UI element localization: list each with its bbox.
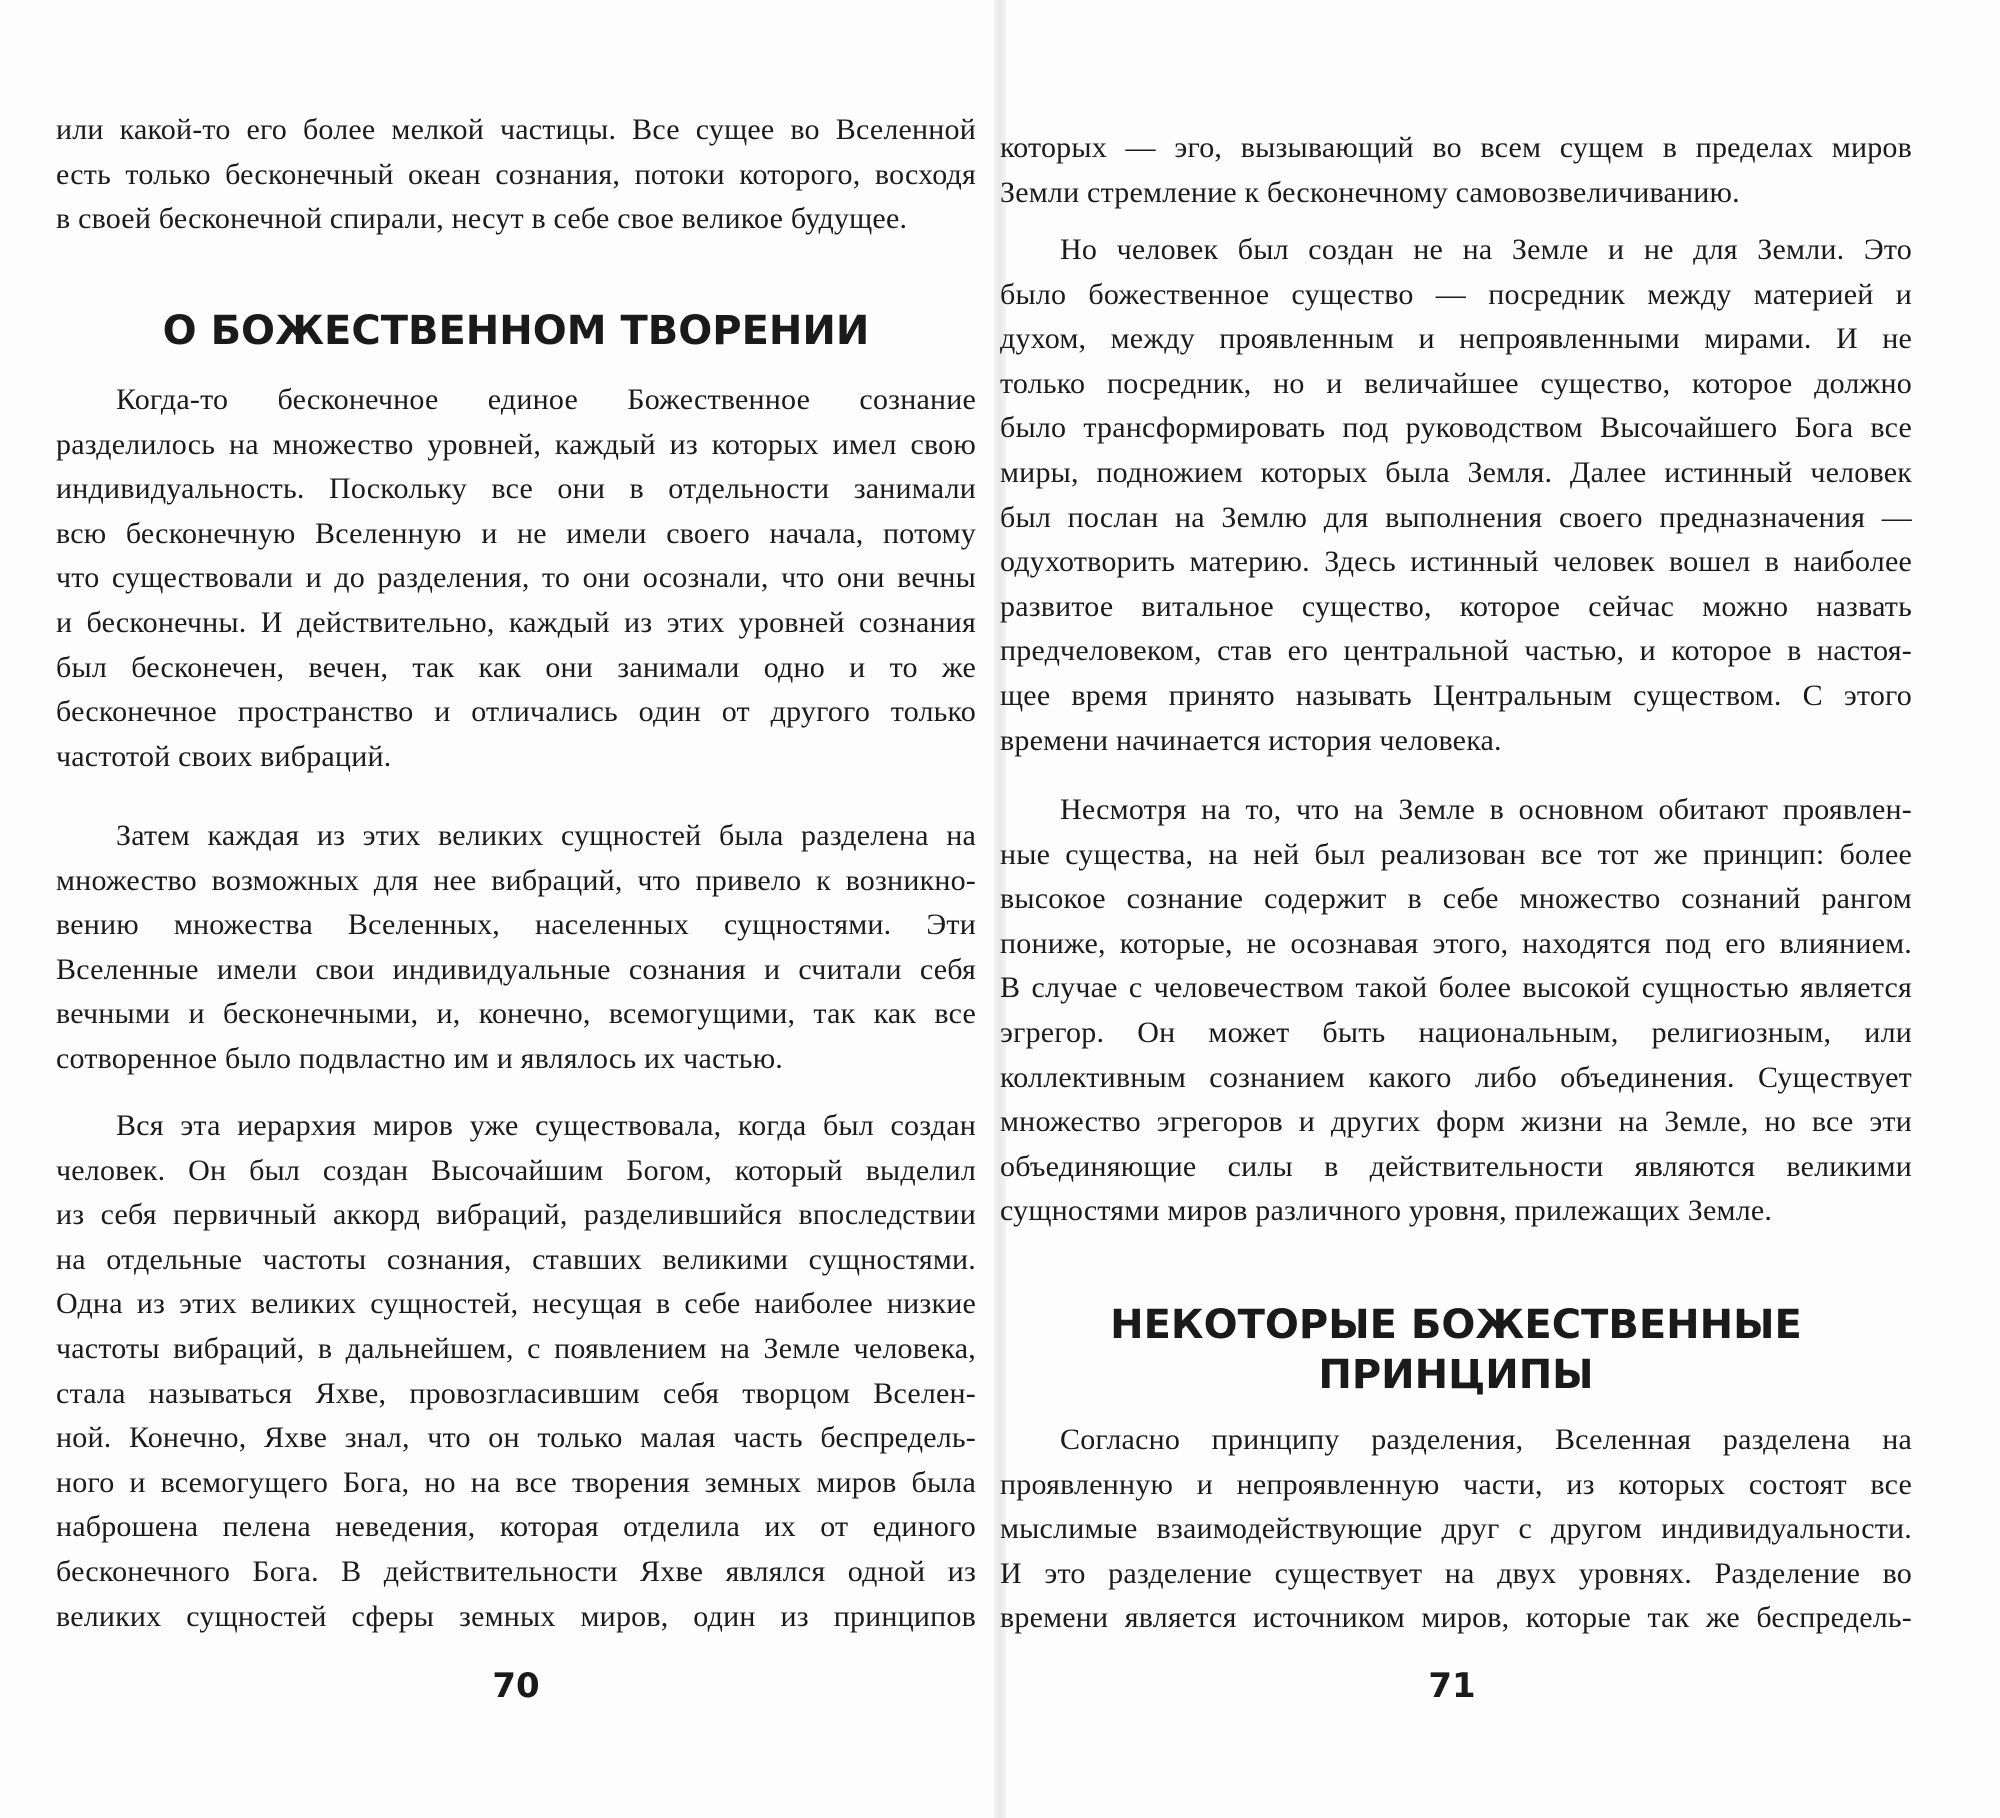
text-line: человек. Он был создан Высочайшим Богом, который выделил	[56, 1153, 976, 1187]
text-line: частоты вибраций, в дальнейшем, с появлением на Земле человека,	[56, 1331, 976, 1365]
text-line: было божественное существо — посредник между материей и	[1000, 277, 1912, 311]
left-intro-paragraph	[56, 108, 976, 242]
text-line: сущностями миров различного уровня, прилежащих Земле.	[1000, 1194, 1773, 1228]
text-line: частотой своих вибраций.	[56, 739, 392, 773]
text-line: есть только бесконечный океан сознания, потоки которого, восходя	[56, 157, 976, 191]
text-line: предчеловеком, став его центральной частью, и которое в настоя-	[1000, 634, 1912, 668]
section-heading: О БОЖЕСТВЕННОМ ТВОРЕНИИ	[162, 308, 870, 354]
text-line: Согласно принципу разделения, Вселенная разделена на	[1060, 1423, 1912, 1456]
text-line: множество эгрегоров и других форм жизни на Земле, но все эти	[1000, 1105, 1912, 1139]
text-line: сотворенное было подвластно им и являлось их частью.	[56, 1041, 784, 1075]
section-heading-line-2: ПРИНЦИПЫ	[1318, 1352, 1594, 1398]
section-heading-line-1: НЕКОТОРЫЕ БОЖЕСТВЕННЫЕ	[1110, 1302, 1802, 1348]
text-line: Земли стремление к бесконечному самовозвеличиванию.	[1000, 175, 1740, 209]
text-line: Несмотря на то, что на Земле в основном обитают проявлен-	[1060, 793, 1912, 826]
text-line: великих сущностей сферы земных миров, один из принципов	[56, 1599, 976, 1633]
text-line: вечными и бесконечными, и, конечно, всемогущими, так как все	[56, 997, 976, 1031]
text-line: в своей бесконечной спирали, несут в себе свое великое будущее.	[56, 202, 908, 236]
text-line: эгрегор. Он может быть национальным, религиозным, или	[1000, 1015, 1912, 1049]
text-line: Но человек был создан не на Земле и не для Земли. Это	[1060, 233, 1912, 266]
text-line: ного и всемогущего Бога, но на все творения земных миров была	[56, 1465, 976, 1499]
text-line: Одна из этих великих сущностей, несущая в себе наиболее низкие	[56, 1287, 976, 1321]
text-line: разделилось на множество уровней, каждый из которых имел свою	[56, 427, 976, 461]
right-section-heading	[1000, 1300, 1912, 1400]
text-line: и бесконечны. И действительно, каждый из этих уровней сознания	[56, 605, 976, 639]
text-line: высокое сознание содержит в себе множество сознаний рангом	[1000, 882, 1912, 916]
right-paragraph-2	[1000, 788, 1912, 1234]
text-line: щее время принято называть Центральным существом. С этого	[1000, 678, 1912, 712]
left-page	[56, 0, 976, 1818]
text-line: ные существа, на ней был реализован все тот же принцип: более	[1000, 837, 1912, 871]
text-line: что существовали и до разделения, то они осознали, что они вечны	[56, 561, 976, 595]
text-line: объединяющие силы в действительности являются великими	[1000, 1149, 1912, 1183]
text-line: бесконечного Бога. В действительности Яхве являлся одной из	[56, 1554, 976, 1588]
right-paragraph-1	[1000, 228, 1912, 763]
text-line: времени является источником миров, которые так же беспредель-	[1000, 1601, 1912, 1635]
text-line: бесконечное пространство и отличались один от другого только	[56, 695, 976, 729]
page-number-right: 71	[1428, 1666, 1476, 1706]
text-line: одухотворить материю. Здесь истинный человек вошел в наиболее	[1000, 545, 1912, 579]
text-line: развитое витальное существо, которое сейчас можно назвать	[1000, 589, 1912, 623]
text-line: времени начинается история человека.	[1000, 723, 1502, 757]
text-line: И это разделение существует на двух уровнях. Разделение во	[1000, 1556, 1912, 1590]
text-line: из себя первичный аккорд вибраций, разделившийся впоследствии	[56, 1198, 976, 1232]
text-line: которых — эго, вызывающий во всем сущем в пределах миров	[1000, 131, 1912, 164]
text-line: вению множества Вселенных, населенных сущностями. Эти	[56, 908, 976, 942]
text-line: мыслимые взаимодействующие друг с другом индивидуальности.	[1000, 1512, 1912, 1546]
text-line: всю бесконечную Вселенную и не имели своего начала, потому	[56, 516, 976, 550]
text-line: Вселенные имели свои индивидуальные сознания и считали себя	[56, 952, 976, 986]
text-line: Затем каждая из этих великих сущностей была разделена на	[116, 819, 976, 852]
text-line: множество возможных для нее вибраций, что привело к возникно-	[56, 863, 976, 897]
text-line: стала называться Яхве, провозгласившим себя творцом Вселен-	[56, 1376, 976, 1410]
text-line: наброшена пелена неведения, которая отделила их от единого	[56, 1510, 976, 1544]
left-paragraph-1	[56, 378, 976, 779]
right-intro-paragraph	[1000, 126, 1912, 215]
left-paragraph-2	[56, 814, 976, 1082]
text-line: проявленную и непроявленную части, из которых состоят все	[1000, 1467, 1912, 1501]
text-line: миры, подножием которых была Земля. Далее истинный человек	[1000, 455, 1912, 489]
text-line: Когда-то бесконечное единое Божественное сознание	[116, 383, 976, 416]
right-page	[1000, 0, 1912, 1818]
text-line: было трансформировать под руководством Высочайшего Бога все	[1000, 411, 1912, 445]
text-line: на отдельные частоты сознания, ставших великими сущностями.	[56, 1242, 976, 1276]
left-paragraph-3	[56, 1104, 976, 1639]
text-line: пониже, которые, не осознавая этого, находятся под его влиянием.	[1000, 926, 1912, 960]
text-line: индивидуальность. Поскольку все они в отдельности занимали	[56, 472, 976, 506]
text-line: был бесконечен, вечен, так как они занимали одно и то же	[56, 650, 976, 684]
text-line: коллективным сознанием какого либо объединения. Существует	[1000, 1060, 1912, 1094]
text-line: Вся эта иерархия миров уже существовала, когда был создан	[116, 1109, 976, 1142]
text-line: только посредник, но и величайшее существо, которое должно	[1000, 366, 1912, 400]
text-line: духом, между проявленным и непроявленными мирами. И не	[1000, 322, 1912, 356]
right-paragraph-3	[1000, 1418, 1912, 1641]
text-line: или какой-то его более мелкой частицы. Все сущее во Вселенной	[56, 113, 976, 146]
text-line: В случае с человечеством такой более высокой сущностью является	[1000, 971, 1912, 1005]
page-number-left: 70	[492, 1666, 540, 1706]
text-line: ной. Конечно, Яхве знал, что он только малая часть беспредель-	[56, 1421, 976, 1455]
text-line: был послан на Землю для выполнения своего предназначения —	[1000, 500, 1912, 534]
